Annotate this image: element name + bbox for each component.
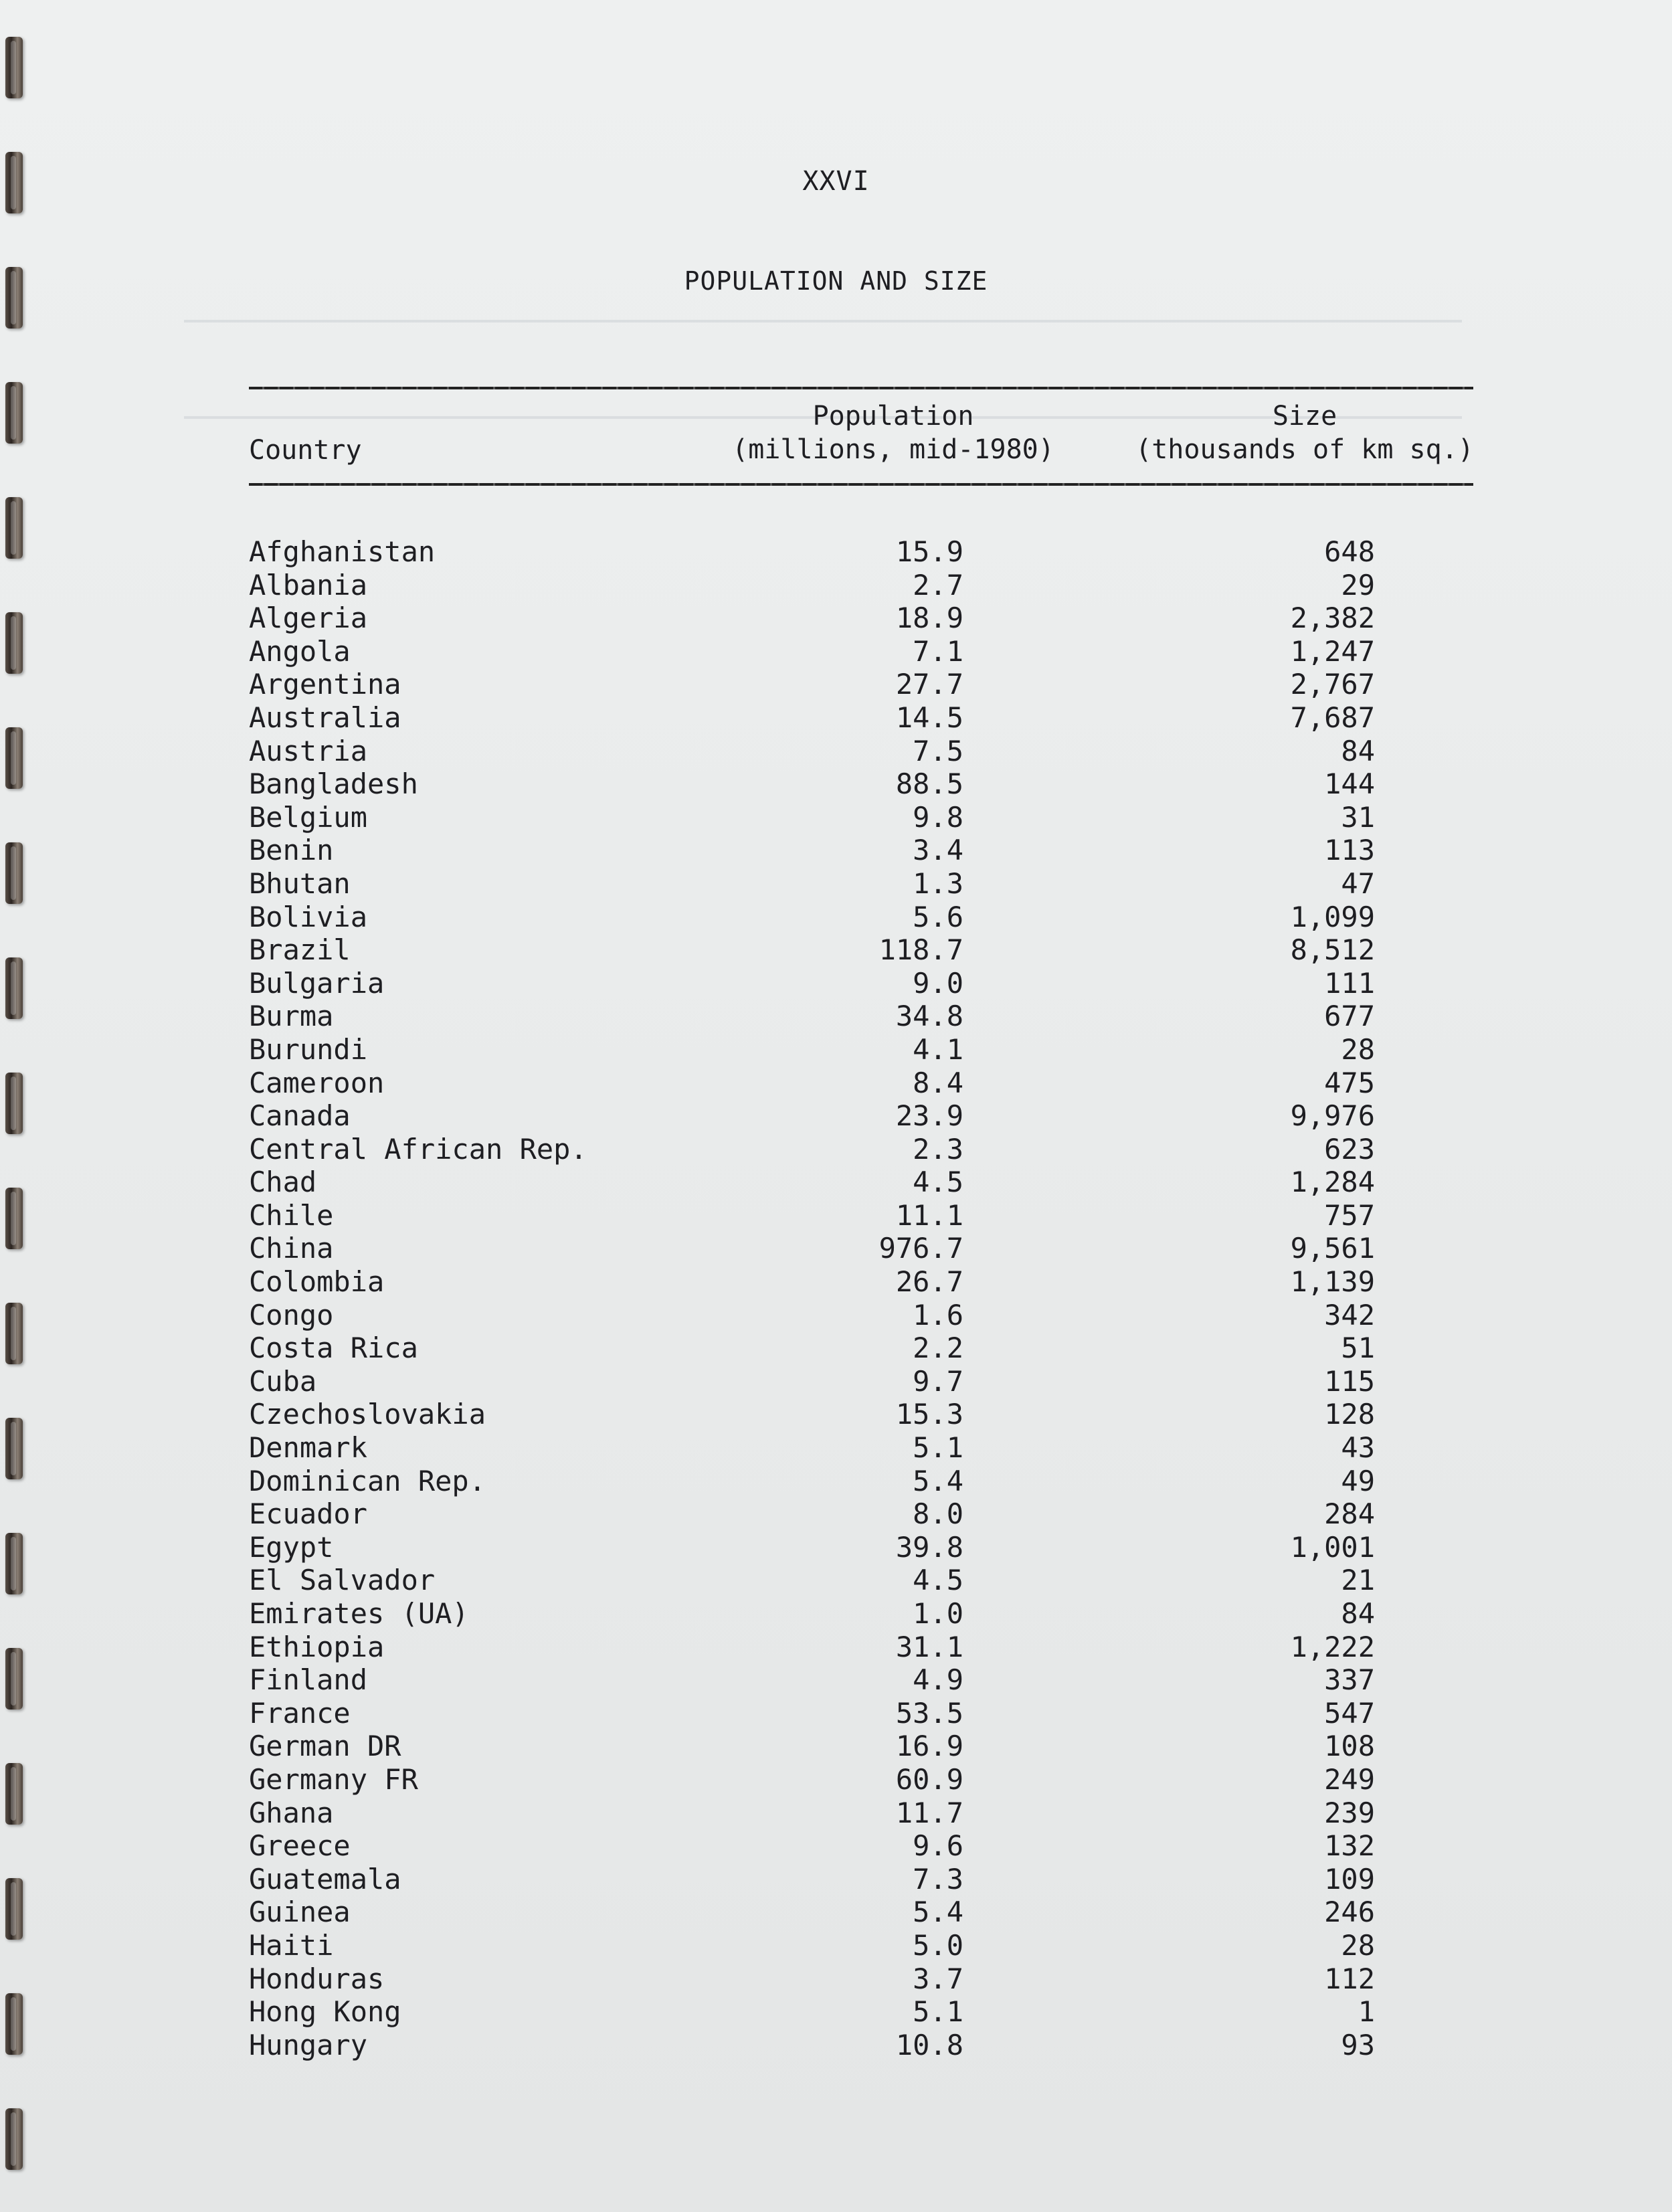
- population-cell: 88.5: [895, 767, 963, 801]
- table-row: [0, 1730, 1672, 1763]
- size-cell: 21: [1341, 1564, 1375, 1597]
- table-body: [0, 535, 1672, 2061]
- population-cell: 8.4: [913, 1066, 963, 1099]
- population-cell: 5.6: [913, 900, 963, 933]
- population-cell: 5.4: [913, 1896, 963, 1929]
- size-cell: 9,976: [1290, 1099, 1375, 1133]
- size-cell: 7,687: [1290, 701, 1375, 734]
- country-cell: Haiti: [249, 1928, 334, 1962]
- country-cell: Brazil: [249, 933, 351, 967]
- size-cell: 49: [1341, 1464, 1375, 1497]
- table-row: [0, 635, 1672, 668]
- size-cell: 29: [1341, 568, 1375, 602]
- size-cell: 113: [1324, 834, 1375, 867]
- size-cell: 2,382: [1290, 602, 1375, 635]
- country-cell: France: [249, 1696, 351, 1730]
- table-row: [0, 1597, 1672, 1631]
- table-row: [0, 1863, 1672, 1896]
- table-row: [0, 1497, 1672, 1531]
- table-row: [0, 1631, 1672, 1664]
- population-cell: 26.7: [895, 1265, 963, 1299]
- population-cell: 2.7: [913, 568, 963, 602]
- size-cell: 337: [1324, 1663, 1375, 1697]
- country-cell: Honduras: [249, 1962, 385, 1995]
- population-header-line2: (millions, mid-1980): [732, 434, 1054, 465]
- country-cell: Ethiopia: [249, 1630, 385, 1663]
- size-cell: 1,284: [1290, 1166, 1375, 1199]
- country-cell: Burundi: [249, 1032, 368, 1066]
- country-cell: Guatemala: [249, 1862, 401, 1896]
- population-cell: 53.5: [895, 1696, 963, 1730]
- country-cell: Burma: [249, 1000, 334, 1033]
- population-cell: 18.9: [895, 602, 963, 635]
- size-cell: 111: [1324, 966, 1375, 1000]
- country-cell: Finland: [249, 1663, 368, 1697]
- table-row: [0, 1133, 1672, 1166]
- column-header-population: [719, 399, 1067, 466]
- population-cell: 7.5: [913, 734, 963, 767]
- table-row: [0, 1199, 1672, 1232]
- population-cell: 1.3: [913, 866, 963, 900]
- country-cell: Australia: [249, 701, 401, 734]
- country-cell: Greece: [249, 1829, 351, 1863]
- size-header-line2: (thousands of km sq.): [1135, 434, 1474, 465]
- size-cell: 51: [1341, 1331, 1375, 1365]
- size-cell: 31: [1341, 800, 1375, 834]
- population-cell: 11.7: [895, 1796, 963, 1829]
- size-cell: 47: [1341, 866, 1375, 900]
- population-cell: 10.8: [895, 2028, 963, 2061]
- population-cell: 16.9: [895, 1730, 963, 1763]
- size-cell: 28: [1341, 1928, 1375, 1962]
- binding-ring: [5, 37, 23, 98]
- column-header-size: [1117, 399, 1492, 466]
- size-cell: 2,767: [1290, 668, 1375, 701]
- country-cell: Cameroon: [249, 1066, 385, 1099]
- population-cell: 14.5: [895, 701, 963, 734]
- population-cell: 7.3: [913, 1862, 963, 1896]
- table-row: [0, 933, 1672, 967]
- size-cell: 648: [1324, 535, 1375, 568]
- population-cell: 34.8: [895, 1000, 963, 1033]
- country-cell: Congo: [249, 1298, 334, 1331]
- country-cell: Austria: [249, 734, 368, 767]
- table-row: [0, 668, 1672, 701]
- country-cell: Ecuador: [249, 1497, 368, 1531]
- table-row: [0, 602, 1672, 635]
- size-cell: 342: [1324, 1298, 1375, 1331]
- population-cell: 4.5: [913, 1564, 963, 1597]
- table-row: [0, 1099, 1672, 1133]
- table-row: [0, 2029, 1672, 2062]
- table-row: [0, 767, 1672, 801]
- country-cell: Chile: [249, 1198, 334, 1232]
- population-cell: 8.0: [913, 1497, 963, 1531]
- size-cell: 1: [1358, 1995, 1375, 2029]
- table-row: [0, 1033, 1672, 1067]
- country-cell: Albania: [249, 568, 368, 602]
- country-cell: Canada: [249, 1099, 351, 1133]
- population-cell: 4.1: [913, 1032, 963, 1066]
- country-cell: Algeria: [249, 602, 368, 635]
- table-row: [0, 1331, 1672, 1365]
- population-cell: 15.9: [895, 535, 963, 568]
- table-row: [0, 967, 1672, 1000]
- table-row: [0, 1763, 1672, 1796]
- table-row: [0, 569, 1672, 602]
- country-cell: Germany FR: [249, 1762, 418, 1796]
- table-row: [0, 801, 1672, 834]
- population-cell: 5.4: [913, 1464, 963, 1497]
- size-cell: 547: [1324, 1696, 1375, 1730]
- table-row: [0, 834, 1672, 867]
- size-cell: 43: [1341, 1431, 1375, 1465]
- population-cell: 1.0: [913, 1597, 963, 1630]
- table-row: [0, 1398, 1672, 1431]
- table-row: [0, 1995, 1672, 2029]
- country-cell: Bulgaria: [249, 966, 385, 1000]
- size-cell: 84: [1341, 1597, 1375, 1630]
- population-cell: 3.4: [913, 834, 963, 867]
- header-bottom-rule: [249, 483, 1473, 486]
- size-cell: 475: [1324, 1066, 1375, 1099]
- size-cell: 1,247: [1290, 634, 1375, 668]
- population-cell: 27.7: [895, 668, 963, 701]
- population-cell: 31.1: [895, 1630, 963, 1663]
- header-top-rule: [249, 387, 1473, 389]
- page-number: XXVI: [802, 166, 870, 197]
- country-cell: China: [249, 1232, 334, 1265]
- size-cell: 28: [1341, 1032, 1375, 1066]
- country-cell: Egypt: [249, 1530, 334, 1564]
- table-row: [0, 1564, 1672, 1597]
- size-cell: 239: [1324, 1796, 1375, 1829]
- size-cell: 1,139: [1290, 1265, 1375, 1299]
- country-cell: Bolivia: [249, 900, 368, 933]
- population-cell: 5.0: [913, 1928, 963, 1962]
- table-row: [0, 1962, 1672, 1996]
- population-cell: 1.6: [913, 1298, 963, 1331]
- size-cell: 108: [1324, 1730, 1375, 1763]
- size-cell: 284: [1324, 1497, 1375, 1531]
- population-cell: 5.1: [913, 1431, 963, 1465]
- size-cell: 1,099: [1290, 900, 1375, 933]
- country-cell: Argentina: [249, 668, 401, 701]
- size-cell: 246: [1324, 1896, 1375, 1929]
- table-row: [0, 1299, 1672, 1332]
- table-row: [0, 1896, 1672, 1929]
- population-cell: 2.3: [913, 1132, 963, 1166]
- table-row: [0, 1265, 1672, 1299]
- table-row: [0, 735, 1672, 768]
- country-cell: Cuba: [249, 1364, 317, 1398]
- population-cell: 7.1: [913, 634, 963, 668]
- population-cell: 9.6: [913, 1829, 963, 1863]
- size-cell: 144: [1324, 767, 1375, 801]
- bleed-through-rule: [184, 320, 1462, 322]
- binding-ring: [5, 2108, 23, 2170]
- population-cell: 976.7: [878, 1232, 963, 1265]
- population-cell: 4.5: [913, 1166, 963, 1199]
- population-cell: 9.0: [913, 966, 963, 1000]
- country-cell: German DR: [249, 1730, 401, 1763]
- table-row: [0, 1796, 1672, 1830]
- table-row: [0, 1465, 1672, 1498]
- size-cell: 677: [1324, 1000, 1375, 1033]
- country-cell: Bangladesh: [249, 767, 418, 801]
- country-cell: El Salvador: [249, 1564, 436, 1597]
- binding-ring: [5, 382, 23, 444]
- country-cell: Hungary: [249, 2028, 368, 2061]
- country-cell: Costa Rica: [249, 1331, 418, 1365]
- country-cell: Belgium: [249, 800, 368, 834]
- population-cell: 39.8: [895, 1530, 963, 1564]
- size-cell: 93: [1341, 2028, 1375, 2061]
- table-title: POPULATION AND SIZE: [684, 266, 988, 296]
- size-cell: 623: [1324, 1132, 1375, 1166]
- population-cell: 4.9: [913, 1663, 963, 1697]
- population-cell: 2.2: [913, 1331, 963, 1365]
- size-cell: 249: [1324, 1762, 1375, 1796]
- table-row: [0, 867, 1672, 901]
- country-cell: Dominican Rep.: [249, 1464, 486, 1497]
- country-cell: Hong Kong: [249, 1995, 401, 2029]
- column-header-country: Country: [249, 435, 362, 466]
- country-cell: Chad: [249, 1166, 317, 1199]
- country-cell: Emirates (UA): [249, 1597, 469, 1630]
- country-cell: Denmark: [249, 1431, 368, 1465]
- table-row: [0, 1663, 1672, 1697]
- table-row: [0, 1829, 1672, 1863]
- table-row: [0, 701, 1672, 735]
- country-cell: Ghana: [249, 1796, 334, 1829]
- population-cell: 60.9: [895, 1762, 963, 1796]
- country-cell: Colombia: [249, 1265, 385, 1299]
- size-cell: 109: [1324, 1862, 1375, 1896]
- size-cell: 84: [1341, 734, 1375, 767]
- table-row: [0, 1232, 1672, 1265]
- size-cell: 1,001: [1290, 1530, 1375, 1564]
- table-row: [0, 1000, 1672, 1033]
- population-cell: 11.1: [895, 1198, 963, 1232]
- table-row: [0, 1067, 1672, 1100]
- size-cell: 1,222: [1290, 1630, 1375, 1663]
- country-cell: Bhutan: [249, 866, 351, 900]
- table-row: [0, 1166, 1672, 1199]
- country-cell: Afghanistan: [249, 535, 436, 568]
- population-cell: 23.9: [895, 1099, 963, 1133]
- population-cell: 118.7: [878, 933, 963, 967]
- country-cell: Central African Rep.: [249, 1132, 587, 1166]
- size-cell: 132: [1324, 1829, 1375, 1863]
- population-cell: 9.7: [913, 1364, 963, 1398]
- table-row: [0, 1365, 1672, 1398]
- size-cell: 8,512: [1290, 933, 1375, 967]
- population-cell: 5.1: [913, 1995, 963, 2029]
- size-cell: 112: [1324, 1962, 1375, 1995]
- table-row: [0, 1929, 1672, 1962]
- population-cell: 15.3: [895, 1398, 963, 1431]
- size-cell: 115: [1324, 1364, 1375, 1398]
- size-header-line1: Size: [1272, 401, 1337, 432]
- country-cell: Angola: [249, 634, 351, 668]
- country-cell: Czechoslovakia: [249, 1398, 486, 1431]
- size-cell: 128: [1324, 1398, 1375, 1431]
- table-row: [0, 901, 1672, 934]
- table-row: [0, 1697, 1672, 1730]
- table-row: [0, 535, 1672, 569]
- population-cell: 3.7: [913, 1962, 963, 1995]
- table-row: [0, 1531, 1672, 1564]
- country-cell: Guinea: [249, 1896, 351, 1929]
- population-cell: 9.8: [913, 800, 963, 834]
- table-row: [0, 1431, 1672, 1465]
- size-cell: 757: [1324, 1198, 1375, 1232]
- country-cell: Benin: [249, 834, 334, 867]
- population-header-line1: Population: [812, 401, 974, 432]
- size-cell: 9,561: [1290, 1232, 1375, 1265]
